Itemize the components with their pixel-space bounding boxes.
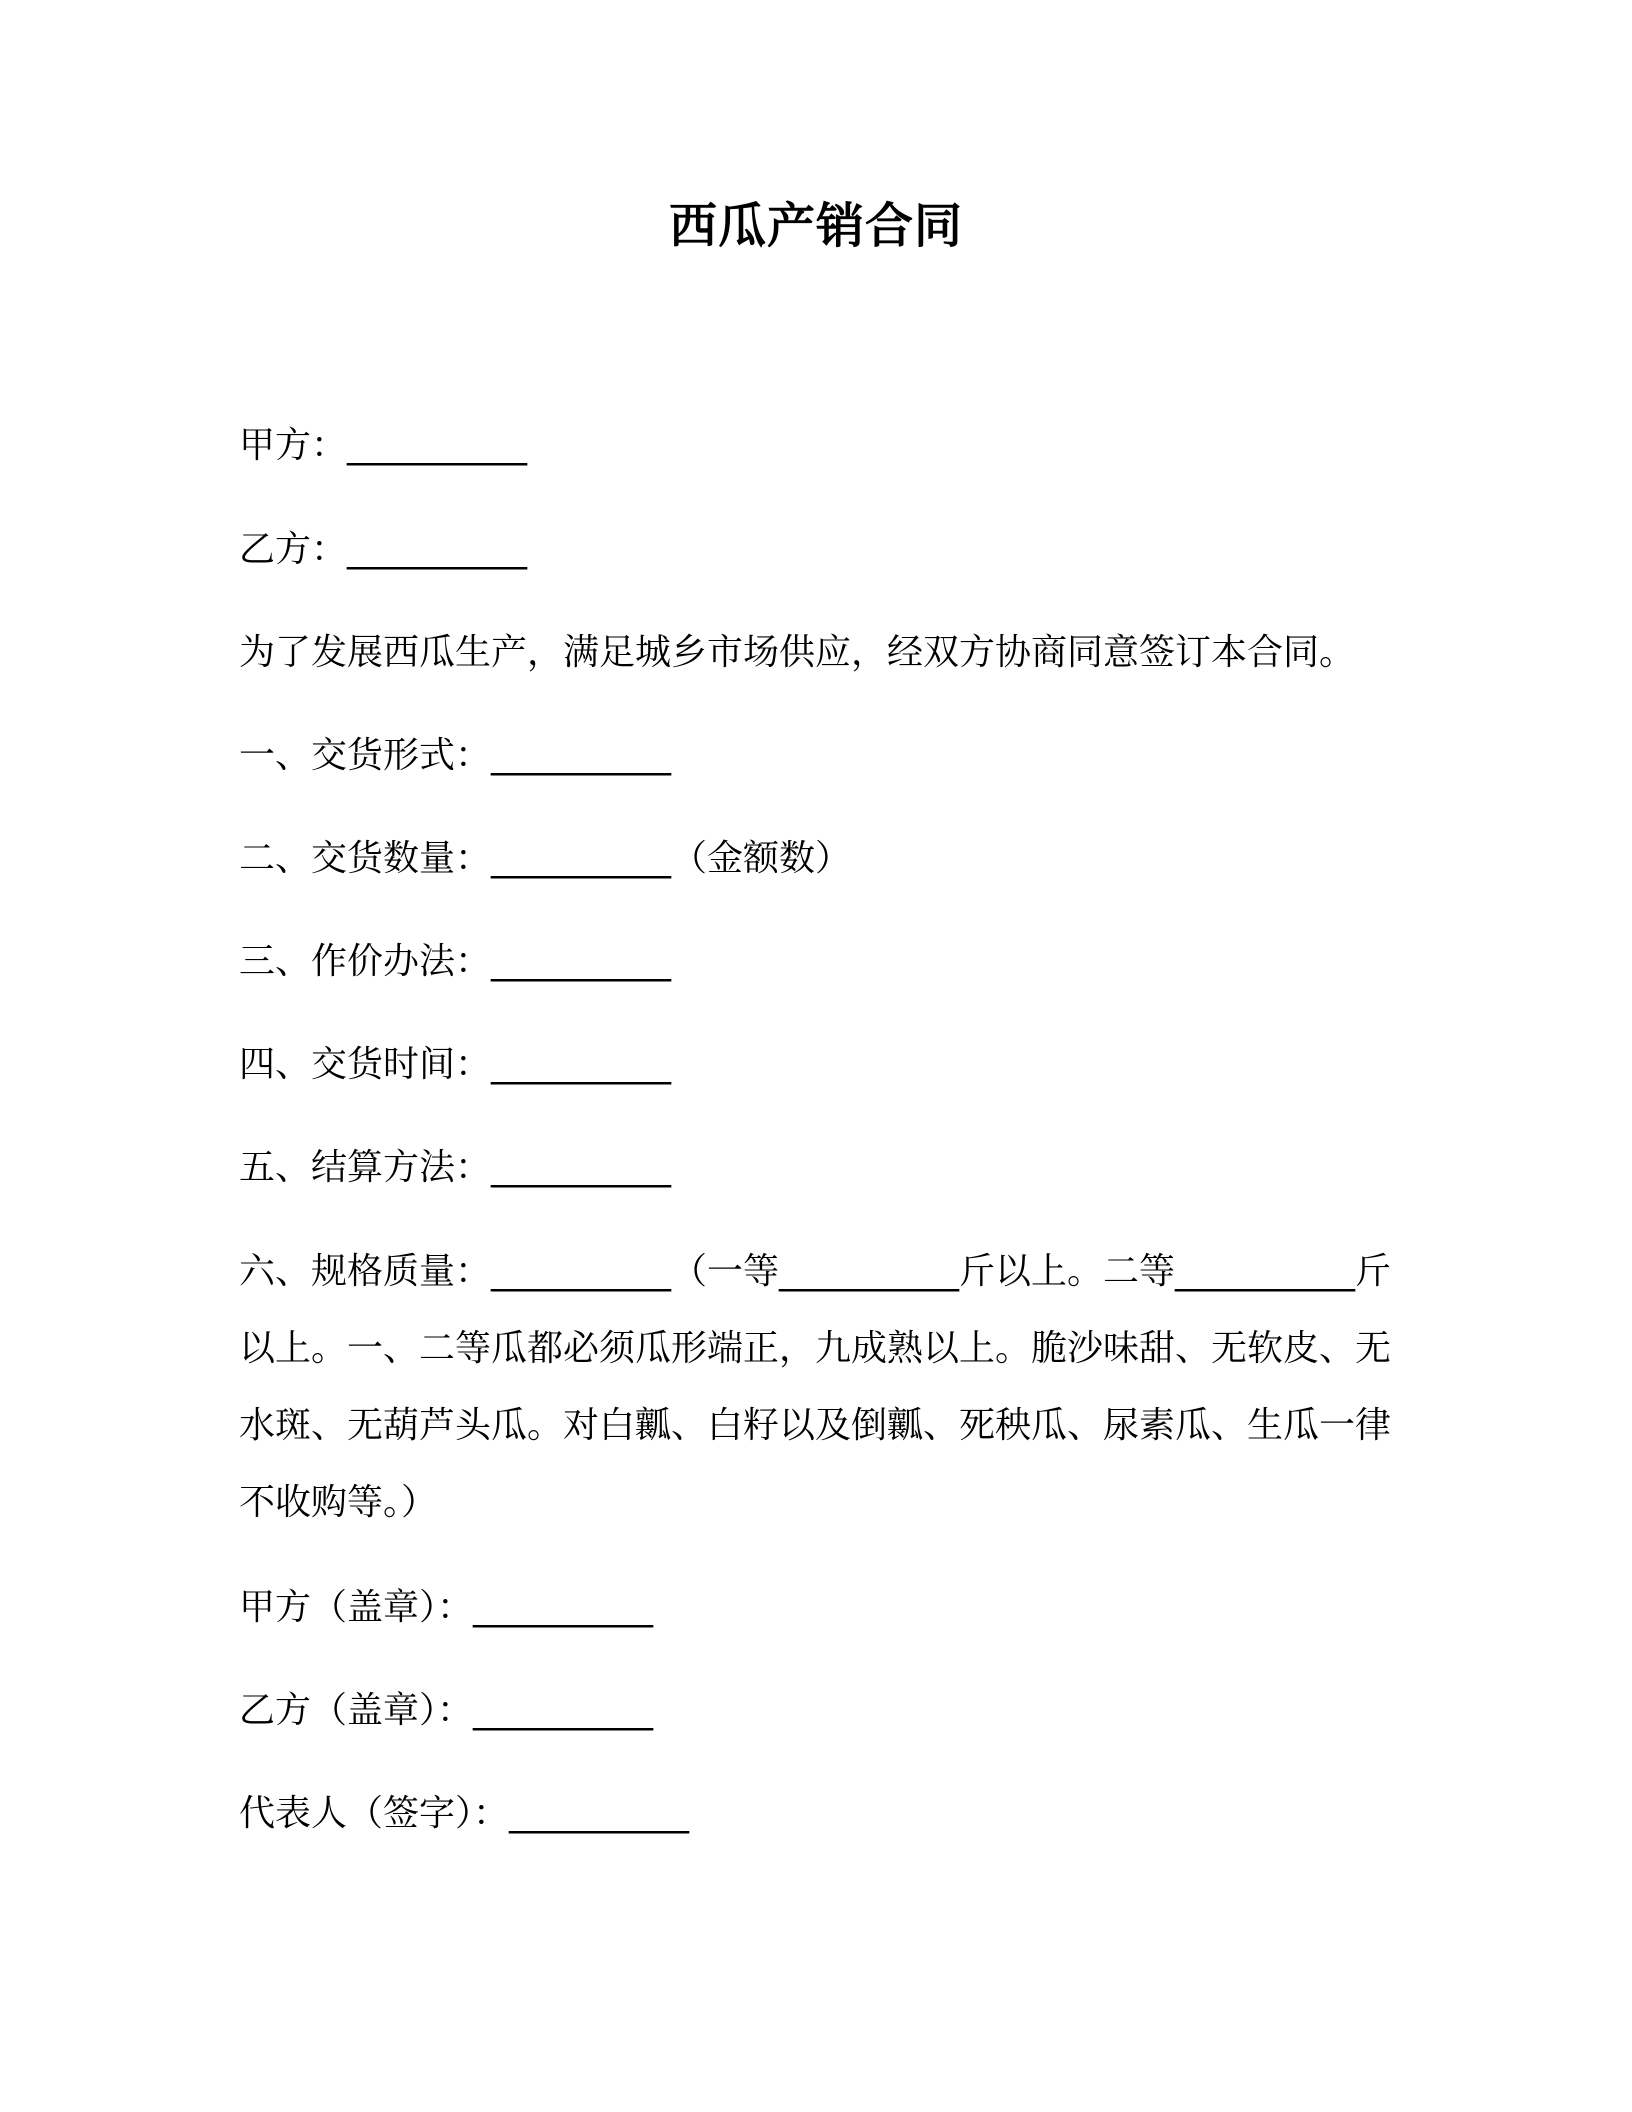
party-b-line: 乙方：__________ [239, 529, 528, 570]
seal-party-b-line: 乙方（盖章）：__________ [239, 1690, 654, 1731]
intro-paragraph: 为了发展西瓜生产，满足城乡市场供应，经双方协商同意签订本合同。 [239, 632, 1356, 673]
party-a-line: 甲方：__________ [239, 425, 528, 466]
page-title: 西瓜产销合同 [668, 198, 963, 254]
clause-pricing-method: 三、作价办法：__________ [239, 941, 672, 982]
clause-delivery-time: 四、交货时间：__________ [239, 1044, 672, 1085]
clause-delivery-form: 一、交货形式：__________ [239, 735, 672, 776]
seal-party-a-line: 甲方（盖章）：__________ [239, 1587, 654, 1628]
clause-delivery-quantity: 二、交货数量：__________（金额数） [239, 838, 852, 879]
representative-signature-line: 代表人（签字）：__________ [239, 1793, 690, 1834]
clause-settlement-method: 五、结算方法：__________ [239, 1147, 672, 1188]
clause-specification-quality: 六、规格质量：__________（一等__________斤以上。二等__________斤以上。一、二等瓜都必须瓜形端正，九成熟以上。脆沙味甜、无软皮、无水斑、无葫芦头瓜。对白瓤、白籽以及倒瓤、死秧瓜、尿素瓜、生瓜一律不收购等。） [239, 1251, 1392, 1523]
